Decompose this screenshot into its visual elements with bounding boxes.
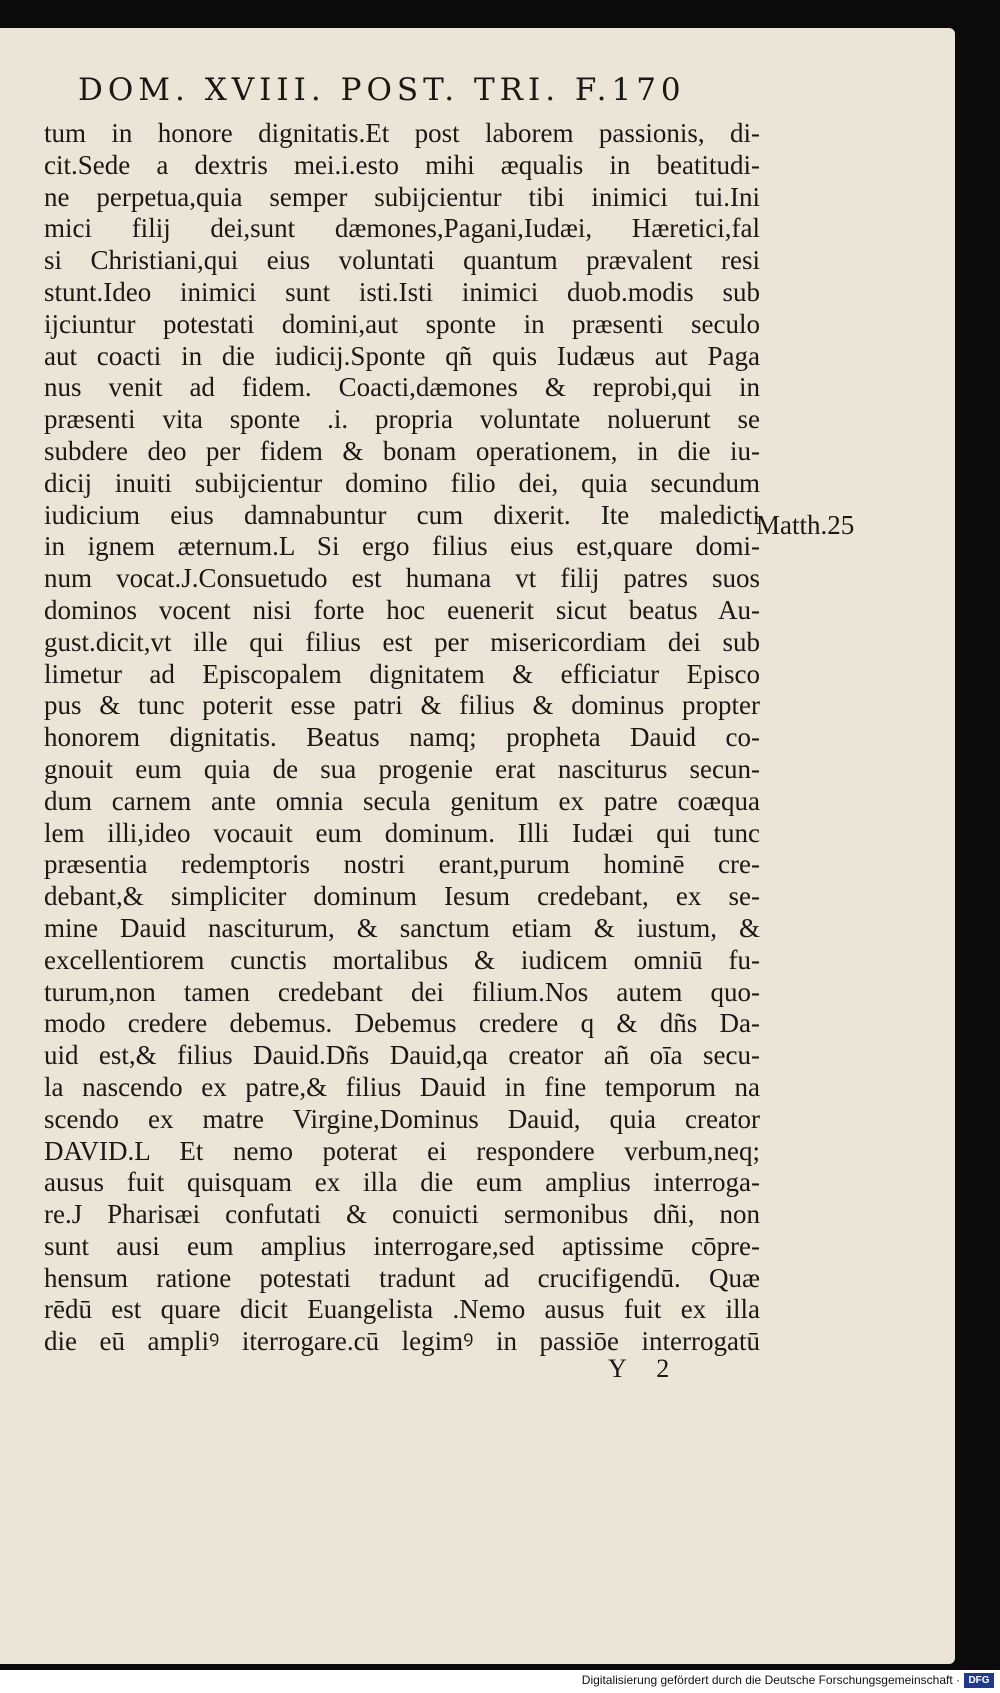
text-line: pus & tunc poterit esse patri & filius & dominus propter <box>44 690 760 721</box>
text-line: mine Dauid nasciturum, & sanctum etiam & iustum, & <box>44 912 760 943</box>
text-line: cit.Sede a dextris mei.i.esto mihi æqualis in beatitudi- <box>44 149 760 180</box>
text-line: lem illi,ideo vocauit eum dominum. Illi Iudæi qui tunc <box>44 817 760 848</box>
text-line: die eū ampliꝰ iterrogare.cū legimꝰ in passiōe interrogatū <box>44 1326 760 1357</box>
text-line: sunt ausi eum amplius interrogare,sed aptissime cōpre- <box>44 1230 760 1261</box>
text-line: hensum ratione potestati tradunt ad crucifigendū. Quæ <box>44 1262 760 1293</box>
text-line: turum,non tamen credebant dei filium.Nos autem quo- <box>44 976 760 1007</box>
text-line: dum carnem ante omnia secula genitum ex patre coæqua <box>44 785 760 816</box>
text-line: limetur ad Episcopalem dignitatem & efficiatur Episco <box>44 658 760 689</box>
text-line: præsentia redemptoris nostri erant,purum hominē cre- <box>44 849 760 880</box>
text-line: stunt.Ideo inimici sunt isti.Isti inimici duob.modis sub <box>44 276 760 307</box>
text-line: excellentiorem cunctis mortalibus & iudicem omniū fu- <box>44 944 760 975</box>
text-line: scendo ex matre Virgine,Dominus Dauid, quia creator <box>44 1103 760 1134</box>
text-line: si Christiani,qui eius voluntati quantum prævalent resi <box>44 245 760 276</box>
margin-note: Matth.25 <box>756 510 855 540</box>
text-line: modo credere debemus. Debemus credere q & dñs Da- <box>44 1008 760 1039</box>
text-line: tum in honore dignitatis.Et post laborem passionis, di- <box>44 118 760 148</box>
text-line: gnouit eum quia de sua progenie erat nasciturus secun- <box>44 753 760 784</box>
text-line: nus venit ad fidem. Coacti,dæmones & reprobi,qui in <box>44 372 760 403</box>
text-line: DAVID.L Et nemo poterat ei respondere verbum,neq; <box>44 1135 760 1166</box>
text-line: ijciuntur potestati domini,aut sponte in præsenti seculo <box>44 308 760 339</box>
text-line: honorem dignitatis. Beatus namq; propheta Dauid co- <box>44 722 760 753</box>
text-line: mici filij dei,sunt dæmones,Pagani,Iudæi, Hæretici,fal <box>44 213 760 244</box>
text-line: præsenti vita sponte .i. propria voluntate noluerunt se <box>44 404 760 435</box>
signature-mark: Y 2 <box>608 1354 682 1383</box>
text-line: num vocat.J.Consuetudo est humana vt filij patres suos <box>44 563 760 594</box>
footer-credit: Digitalisierung gefördert durch die Deutsche Forschungsgemeinschaft · <box>581 1673 960 1687</box>
text-line: rēdū est quare dicit Euangelista .Nemo ausus fuit ex illa <box>44 1294 760 1325</box>
text-line: subdere deo per fidem & bonam operationem, in die iu- <box>44 435 760 466</box>
text-line: aut coacti in die iudicij.Sponte qñ quis Iudæus aut Paga <box>44 340 760 371</box>
text-line: gust.dicit,vt ille qui filius est per misericordiam dei sub <box>44 626 760 657</box>
running-header: DOM. XVIII. POST. TRI. F.170 <box>78 72 686 108</box>
text-line: iudicium eius damnabuntur cum dixerit. Ite maledicti <box>44 499 760 530</box>
text-line: re.J Pharisæi confutati & conuicti sermonibus dñi, non <box>44 1199 760 1230</box>
text-line: dominos vocent nisi forte hoc euenerit sicut beatus Au- <box>44 594 760 625</box>
body-text <box>44 118 760 1358</box>
text-line: la nascendo ex patre,& filius Dauid in fine temporum na <box>44 1071 760 1102</box>
text-line: ausus fuit quisquam ex illa die eum amplius interroga- <box>44 1167 760 1198</box>
text-line: ne perpetua,quia semper subijcientur tibi inimici tui.Ini <box>44 181 760 212</box>
text-line: uid est,& filius Dauid.Dñs Dauid,qa creator añ oīa secu- <box>44 1040 760 1071</box>
text-line: in ignem æternum.L Si ergo filius eius est,quare domi- <box>44 531 760 562</box>
text-line: dicij inuiti subijcientur domino filio dei, quia secundum <box>44 467 760 498</box>
dfg-logo: DFG <box>964 1673 994 1688</box>
text-line: debant,& simpliciter dominum Iesum credebant, ex se- <box>44 881 760 912</box>
